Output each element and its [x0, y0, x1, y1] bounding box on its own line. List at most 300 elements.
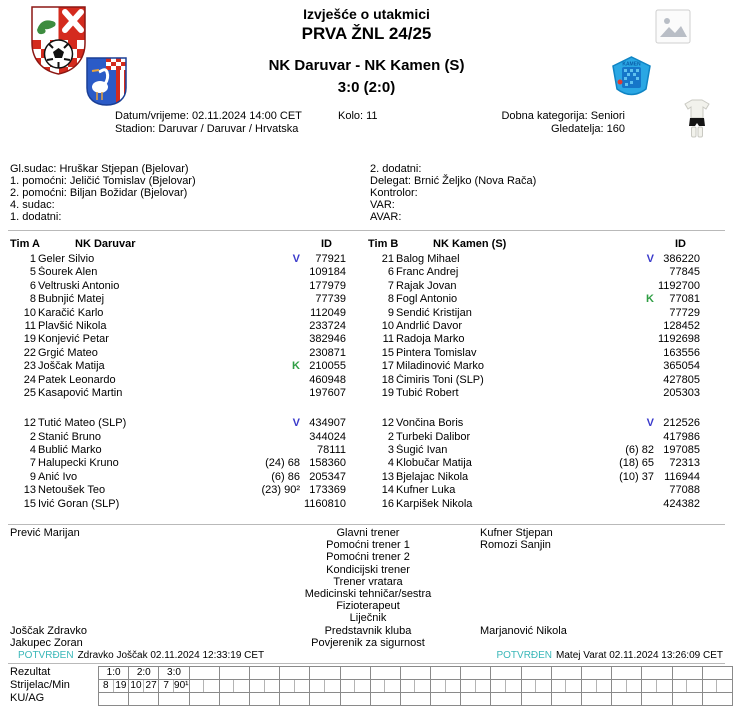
result-cell: [673, 667, 703, 680]
player-id: 427805: [663, 373, 700, 386]
cards-cell: [673, 693, 703, 706]
staff-row: [10, 637, 723, 649]
staff-team-a-name: [10, 612, 268, 624]
staff-row: [10, 612, 723, 624]
staff-role-label: Povjerenik za sigurnost: [311, 636, 425, 649]
player-id: 77739: [315, 293, 346, 306]
scorer-minute: [627, 680, 642, 692]
player-substitution: [594, 484, 654, 497]
scorer-minute: 19: [115, 680, 127, 691]
result-cell: [250, 667, 280, 680]
official-line: 1. dodatni:: [10, 211, 62, 223]
player-name: Fogl Antonio: [396, 293, 458, 306]
staff-team-b-name: Romozi Sanjin: [480, 539, 551, 552]
scorer-minute: 27: [145, 680, 157, 691]
scorer-cell: [491, 680, 521, 693]
divider: [8, 663, 725, 664]
player-name: Halupecki Kruno: [38, 457, 119, 470]
scorer-minute: [204, 680, 219, 692]
official-line: Delegat: Brnić Željko (Nova Rača): [370, 175, 537, 187]
staff-team-b-name: [468, 637, 723, 649]
staff-row: [10, 551, 723, 563]
scorer-minute: [355, 680, 370, 692]
scorer-minute: [717, 680, 732, 692]
player-mark: [594, 387, 654, 400]
player-substitution: [240, 431, 300, 444]
player-id: 205347: [309, 470, 346, 483]
staff-team-a-name: Prević Marijan: [10, 527, 80, 539]
player-row: [368, 280, 700, 293]
player-name: Čimiris Toni (SLP): [396, 373, 484, 386]
scorer-number: 7: [159, 680, 174, 692]
player-row: [10, 320, 346, 333]
scorer-number: [522, 680, 537, 692]
result-cell: [310, 667, 340, 680]
player-number: 7: [387, 279, 394, 292]
official-line: VAR:: [370, 199, 395, 211]
player-row: [10, 333, 346, 346]
away-confirmation: [496, 650, 723, 662]
player-mark: [594, 280, 654, 293]
player-mark: V: [646, 253, 654, 265]
player-substitution: [594, 431, 654, 444]
scorer-minute: [597, 680, 612, 692]
staff-role-label: Medicinski tehničar/sestra: [304, 588, 432, 601]
scorer-number: [371, 680, 386, 692]
staff-row: [10, 600, 723, 612]
scorer-number: [461, 680, 476, 692]
staff-team-b-name: [468, 612, 723, 624]
result-value: 3:0: [167, 667, 181, 678]
cards-cell: [341, 693, 371, 706]
player-row: [10, 498, 346, 511]
player-number: 22: [23, 346, 36, 359]
player-id: 210055: [309, 360, 346, 373]
player-mark: [240, 374, 300, 387]
player-row: [10, 471, 346, 484]
scorer-minute: [234, 680, 249, 692]
match-score: 3:0 (2:0): [337, 79, 396, 96]
player-id: 212526: [663, 417, 700, 430]
cards-row-label: KU/AG: [10, 692, 45, 704]
player-name: Sendić Kristijan: [396, 306, 472, 319]
scorer-minute: [295, 680, 310, 692]
player-number: 9: [29, 470, 36, 483]
player-number: 5: [29, 266, 36, 279]
team-b-starters: [368, 253, 700, 400]
official-line: 4. sudac:: [10, 199, 55, 211]
player-row: [368, 387, 700, 400]
home-confirmed-badge: POTVRĐEN: [18, 650, 74, 661]
player-id: 77845: [669, 266, 700, 279]
staff-role-label: Liječnik: [349, 612, 387, 625]
result-cell: [612, 667, 642, 680]
player-row: [368, 293, 700, 306]
scorer-number: [582, 680, 597, 692]
staff-team-b-name: Kufner Stjepan: [480, 527, 553, 539]
official-line: Gl.sudac: Hruškar Stjepan (Bjelovar): [10, 163, 189, 175]
player-name: Tubić Robert: [396, 386, 459, 399]
official-line: 2. dodatni:: [370, 163, 422, 175]
player-row: [368, 320, 700, 333]
match-info-left: [115, 110, 302, 136]
staff-row: [10, 588, 723, 600]
player-row: [10, 293, 346, 306]
player-substitution: [240, 498, 300, 511]
result-grid: [98, 666, 733, 706]
player-id: 1192698: [657, 333, 700, 346]
player-name: Kasapović Martin: [38, 386, 123, 399]
player-name: Pintera Tomislav: [396, 346, 477, 359]
player-number: 12: [23, 417, 36, 430]
player-id: 1192700: [657, 279, 700, 292]
scorer-minute: [687, 680, 702, 692]
team-a-id-header: ID: [321, 238, 332, 250]
player-mark: [240, 293, 300, 306]
staff-team-a-name: [10, 551, 268, 563]
player-id: 424382: [663, 497, 700, 510]
player-row: [368, 374, 700, 387]
scorer-number: [341, 680, 356, 692]
scorer-cell: [673, 680, 703, 693]
player-id: 417986: [663, 430, 700, 443]
match-datetime: Datum/vrijeme: 02.11.2024 14:00 CET: [115, 110, 302, 122]
player-name: Bubnjić Matej: [38, 293, 105, 306]
cards-cell: [190, 693, 220, 706]
scorer-number: [552, 680, 567, 692]
player-substitution: V: [292, 417, 300, 430]
staff-team-a-name: [10, 539, 268, 551]
cards-cell: [431, 693, 461, 706]
result-cell: [401, 667, 431, 680]
player-row: [10, 347, 346, 360]
staff-role-label: Predstavnik kluba: [324, 624, 412, 637]
scorer-cell: [129, 680, 159, 693]
team-a-label: Tim A: [10, 238, 40, 250]
player-name: Balog Mihael: [396, 253, 460, 265]
player-row: [10, 417, 346, 430]
player-row: [10, 457, 346, 470]
player-number: 19: [381, 386, 394, 399]
attendance: Gledatelja: 160: [551, 123, 625, 135]
player-name: Geler Silvio: [38, 253, 95, 265]
team-b-header: [368, 238, 700, 253]
confirmation-row: [18, 650, 723, 662]
scorer-cell: [522, 680, 552, 693]
result-cell: [159, 667, 189, 680]
player-id: 163556: [663, 346, 700, 359]
player-name: Klobučar Matija: [396, 457, 472, 470]
official-line: 2. pomoćni: Biljan Božidar (Bjelovar): [10, 187, 188, 199]
player-number: 18: [381, 373, 394, 386]
staff-team-a-name: [10, 576, 268, 588]
cards-cell: [280, 693, 310, 706]
player-id: 173369: [309, 484, 346, 497]
player-name: Joščak Matija: [38, 360, 105, 373]
scorer-number: [190, 680, 205, 692]
player-mark: [240, 307, 300, 320]
player-substitution: (10) 37: [619, 470, 654, 483]
staff-role-label: Glavni trener: [336, 527, 400, 539]
player-row: [368, 417, 700, 430]
player-name: Rajak Jovan: [396, 279, 457, 292]
staff-team-b-name: [468, 551, 723, 563]
player-mark: [594, 266, 654, 279]
player-id: 177979: [309, 279, 346, 292]
player-row: [10, 253, 346, 266]
player-number: 12: [381, 417, 394, 430]
staff-team-a-name: [10, 564, 268, 576]
player-number: 2: [29, 430, 36, 443]
player-id: 434907: [309, 417, 346, 430]
scorer-cell: [190, 680, 220, 693]
result-cell: [642, 667, 672, 680]
scorer-number: [642, 680, 657, 692]
cards-cell: [522, 693, 552, 706]
scorer-minute: [657, 680, 672, 692]
player-number: 24: [23, 373, 36, 386]
result-cell: [522, 667, 552, 680]
player-id: 1160810: [303, 497, 346, 510]
player-id: 382946: [309, 333, 346, 346]
player-id: 197607: [309, 386, 346, 399]
player-row: [10, 374, 346, 387]
scorer-cell: [250, 680, 280, 693]
player-substitution: (23) 90²: [261, 484, 300, 497]
staff-team-a-name: Joščak Zdravko: [10, 624, 88, 637]
scorer-number: [612, 680, 627, 692]
player-number: 11: [382, 333, 394, 346]
result-grid-row: [99, 667, 733, 680]
home-confirmation: [18, 650, 264, 662]
staff-row: [10, 576, 723, 588]
player-number: 23: [23, 360, 36, 373]
player-mark: [594, 307, 654, 320]
player-mark: [240, 320, 300, 333]
cards-cell: [401, 693, 431, 706]
cards-cell: [703, 693, 733, 706]
player-row: [368, 484, 700, 497]
player-mark: [594, 360, 654, 373]
player-id: 77921: [315, 253, 346, 265]
scorer-cell: [552, 680, 582, 693]
player-id: 158360: [309, 457, 346, 470]
result-timeline-section: [10, 666, 733, 706]
cards-cell: [371, 693, 401, 706]
team-a-roster: [10, 238, 346, 511]
scorer-number: [220, 680, 235, 692]
player-name: Grgić Mateo: [38, 346, 98, 359]
result-cell: [552, 667, 582, 680]
scorer-cell: [431, 680, 461, 693]
result-cell: [431, 667, 461, 680]
player-mark: [240, 280, 300, 293]
player-number: 4: [387, 457, 394, 470]
player-name: Stanić Bruno: [38, 430, 101, 443]
player-number: 6: [29, 279, 36, 292]
team-b-label: Tim B: [368, 238, 399, 250]
staff-team-b-name: Marjanović Nikola: [480, 624, 567, 637]
scorer-number: [401, 680, 416, 692]
player-row: [10, 387, 346, 400]
cards-cell: [129, 693, 159, 706]
scorer-number: [673, 680, 688, 692]
player-row: [368, 471, 700, 484]
age-category: Dobna kategorija: Seniori: [501, 110, 625, 122]
player-number: 21: [381, 253, 394, 265]
cards-cell: [491, 693, 521, 706]
player-number: 10: [381, 319, 394, 332]
player-name: Vončina Boris: [396, 417, 464, 430]
divider: [8, 230, 725, 231]
official-line: 1. pomoćni: Jeličić Tomislav (Bjelovar): [10, 175, 196, 187]
player-row: [368, 307, 700, 320]
player-name: Konjević Petar: [38, 333, 109, 346]
player-number: 11: [24, 319, 36, 332]
player-id: 109184: [309, 266, 346, 279]
scorer-cell: [341, 680, 371, 693]
player-mark: [240, 266, 300, 279]
player-id: 112049: [310, 306, 346, 319]
player-row: [368, 431, 700, 444]
scorer-cell: [310, 680, 340, 693]
player-row: [368, 457, 700, 470]
player-row: [368, 333, 700, 346]
staff-row: [10, 564, 723, 576]
player-number: 25: [23, 386, 36, 399]
player-name: Karačić Karlo: [38, 306, 104, 319]
player-id: 344024: [309, 430, 346, 443]
result-cell: [129, 667, 159, 680]
player-number: 2: [387, 430, 394, 443]
player-id: 77729: [669, 306, 700, 319]
scorer-minute: [385, 680, 400, 692]
player-number: 15: [381, 346, 394, 359]
scorer-minute: [415, 680, 430, 692]
team-b-id-header: ID: [675, 238, 686, 250]
player-row: [368, 253, 700, 266]
scorer-row-label: Strijelac/Min: [10, 679, 70, 691]
away-confirmed-detail: Matej Varat 02.11.2024 13:26:09 CET: [556, 650, 723, 661]
cards-grid-row: [99, 693, 733, 706]
player-number: 3: [387, 444, 394, 457]
scorer-cell: [371, 680, 401, 693]
scorer-minute: 90¹: [174, 680, 189, 691]
away-confirmed-badge: POTVRĐEN: [496, 650, 553, 661]
result-value: 2:0: [136, 667, 151, 678]
officials-right-column: [370, 163, 723, 223]
cards-cell: [250, 693, 280, 706]
player-id: 365054: [663, 360, 700, 373]
team-a-starters: [10, 253, 346, 400]
scorer-cell: [582, 680, 612, 693]
player-row: [10, 431, 346, 444]
staff-team-a-name: [10, 600, 268, 612]
scorer-number: [280, 680, 295, 692]
team-a-name: NK Daruvar: [75, 238, 136, 250]
player-name: Turbeki Dalibor: [396, 430, 471, 443]
match-round: Kolo: 11: [338, 110, 378, 122]
player-substitution: (6) 82: [625, 444, 654, 457]
player-mark: K: [646, 293, 654, 306]
result-cell: [99, 667, 129, 680]
player-number: 15: [23, 497, 36, 510]
scorer-minute: [566, 680, 581, 692]
cards-cell: [461, 693, 491, 706]
match-stadium: Stadion: Daruvar / Daruvar / Hrvatska: [115, 123, 299, 135]
scorer-minute: [506, 680, 521, 692]
result-cell: [491, 667, 521, 680]
player-name: Franc Andrej: [396, 266, 459, 279]
player-mark: V: [292, 253, 300, 265]
player-substitution: (24) 68: [265, 457, 300, 470]
player-row: [368, 360, 700, 373]
player-name: Kufner Luka: [396, 484, 456, 497]
player-number: 8: [387, 293, 394, 306]
scorer-cell: [159, 680, 189, 693]
scorer-number: [703, 680, 718, 692]
player-name: Šugić Ivan: [396, 444, 448, 457]
cards-cell: [642, 693, 672, 706]
player-mark: [594, 320, 654, 333]
staff-role-label: Pomoćni trener 1: [326, 539, 410, 552]
player-number: 1: [29, 253, 36, 265]
officials-left-column: [10, 163, 370, 223]
scorer-number: [491, 680, 506, 692]
player-id: 77081: [669, 293, 700, 306]
scorer-minute: [325, 680, 340, 692]
result-cell: [371, 667, 401, 680]
scorer-cell: [401, 680, 431, 693]
player-number: 17: [381, 360, 394, 373]
player-row: [10, 280, 346, 293]
staff-role-label: Pomoćni trener 2: [326, 551, 410, 564]
competition-title: PRVA ŽNL 24/25: [301, 24, 432, 43]
player-substitution: [594, 498, 654, 511]
player-number: 13: [23, 484, 36, 497]
staff-row: [10, 625, 723, 637]
official-line: Kontrolor:: [370, 187, 418, 199]
header: [0, 6, 733, 96]
result-row-labels: [10, 666, 98, 706]
player-number: 14: [381, 484, 394, 497]
cards-cell: [159, 693, 189, 706]
scorer-number: [431, 680, 446, 692]
player-id: 78111: [317, 444, 346, 457]
player-id: 77088: [669, 484, 700, 497]
player-name: Bjelajac Nikola: [396, 470, 469, 483]
result-cell: [190, 667, 220, 680]
player-mark: K: [292, 360, 300, 373]
player-name: Radoja Marko: [396, 333, 465, 346]
player-mark: [594, 374, 654, 387]
player-name: Plavšić Nikola: [38, 319, 107, 332]
scorer-cell: [280, 680, 310, 693]
staff-row: [10, 539, 723, 551]
player-name: Anić Ivo: [38, 470, 78, 483]
player-name: Ivić Goran (SLP): [38, 497, 120, 510]
player-row: [368, 266, 700, 279]
scorer-minute: [446, 680, 461, 692]
player-name: Karpišek Nikola: [396, 497, 473, 510]
scorer-cell: [220, 680, 250, 693]
player-number: 13: [381, 470, 394, 483]
staff-role-label: Fizioterapeut: [336, 600, 400, 613]
result-cell: [220, 667, 250, 680]
result-cell: [461, 667, 491, 680]
scorer-cell: [99, 680, 129, 693]
player-name: Patek Leonardo: [38, 373, 116, 386]
